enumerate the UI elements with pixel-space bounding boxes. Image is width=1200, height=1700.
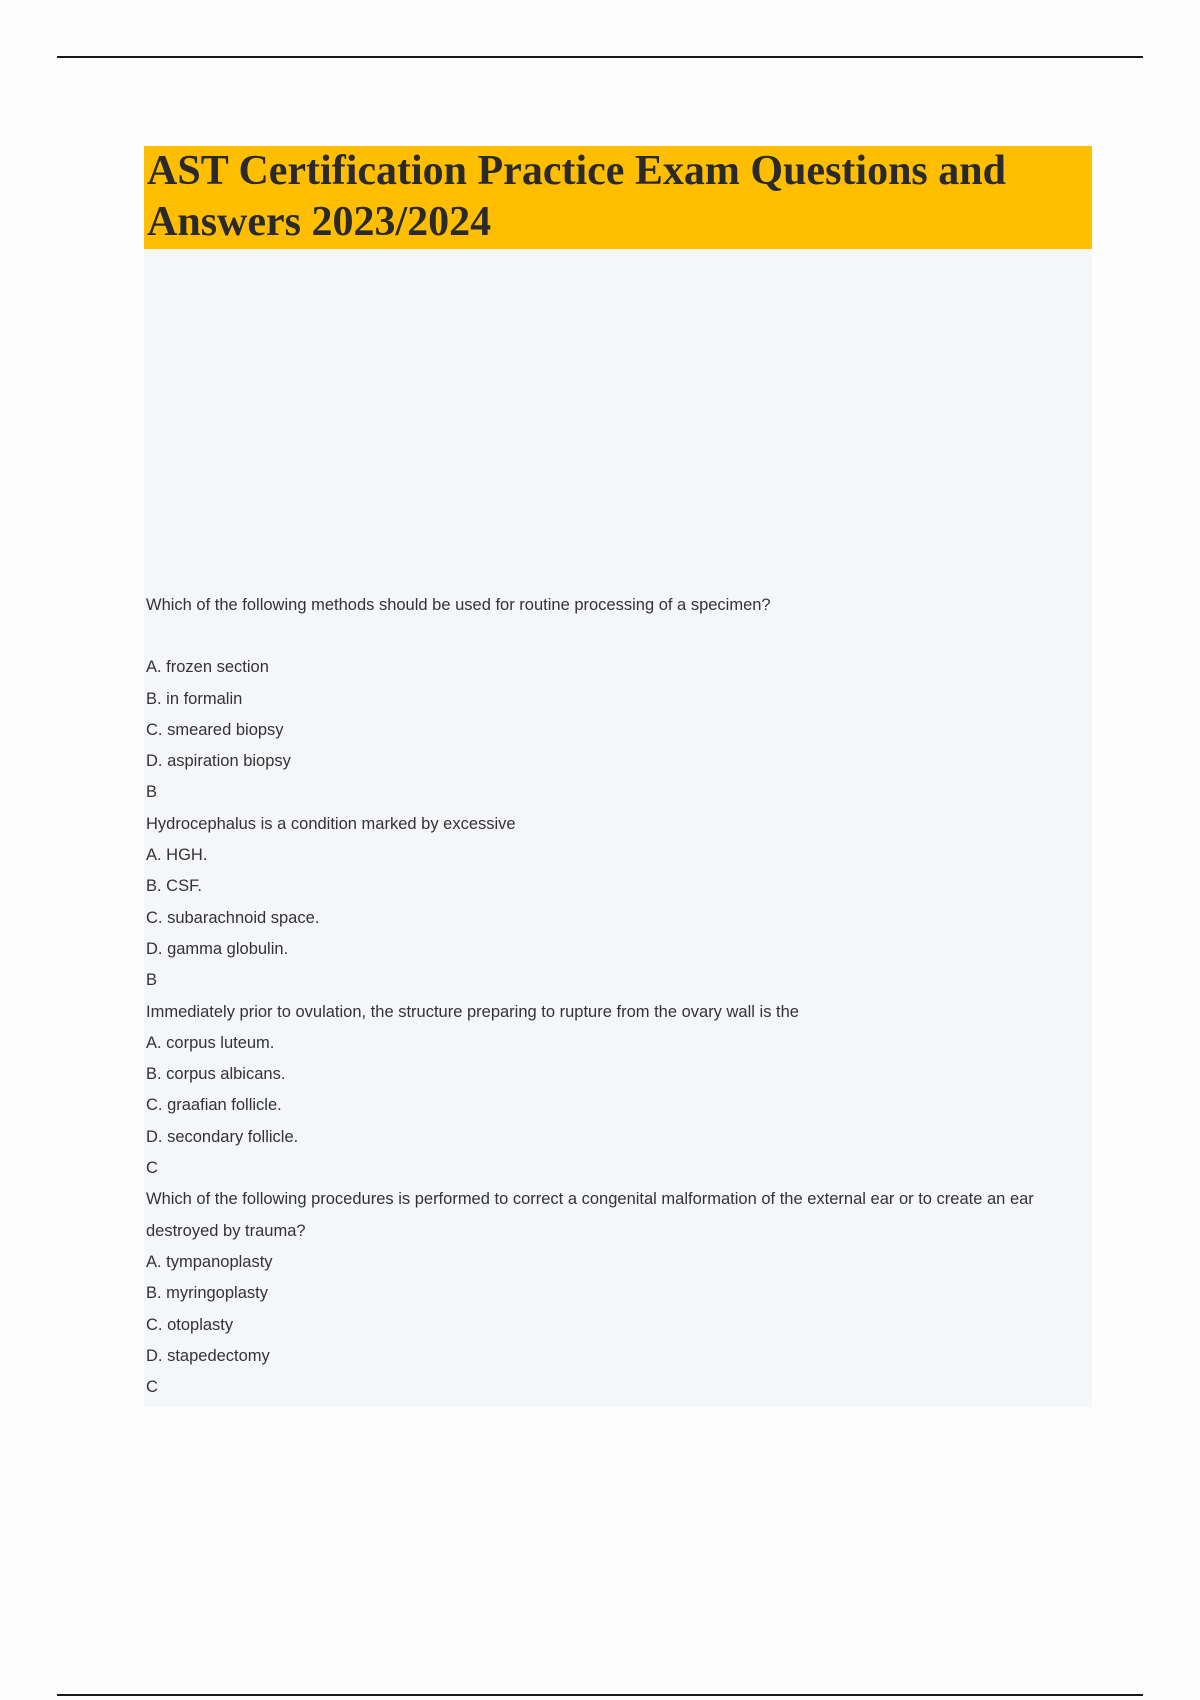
answer-option: C. graafian follicle.: [146, 1096, 282, 1115]
correct-answer: B: [146, 783, 158, 802]
question-prompt: Hydrocephalus is a condition marked by excessive: [146, 814, 516, 833]
answer-option: C. subarachnoid space.: [146, 908, 320, 927]
spacer: [146, 621, 1086, 652]
answer-option: B. corpus albicans.: [146, 1065, 286, 1084]
question-prompt: Which of the following procedures is performed to correct a congenital malformation of the external ear or to create an ear destroyed by trauma?: [146, 1190, 1034, 1240]
document-title: AST Certification Practice Exam Questions and Answers 2023/2024: [147, 148, 1006, 245]
answer-option: A. corpus luteum.: [146, 1033, 275, 1052]
answer-option: A. tympanoplasty: [146, 1252, 273, 1271]
answer-option: D. aspiration biopsy: [146, 752, 291, 771]
answer-option: B. myringoplasty: [146, 1284, 268, 1303]
question-prompt: Immediately prior to ovulation, the structure preparing to rupture from the ovary wall is the: [146, 1002, 799, 1021]
bottom-rule: [57, 1694, 1143, 1696]
question-prompt: Which of the following methods should be used for routine processing of a specimen?: [146, 596, 771, 614]
answer-option: B. CSF.: [146, 877, 202, 896]
correct-answer: C: [146, 1378, 158, 1397]
correct-answer: C: [146, 1159, 158, 1178]
answer-option: D. stapedectomy: [146, 1346, 270, 1365]
top-rule: [57, 56, 1143, 58]
answer-option: B. in formalin: [146, 689, 243, 708]
answer-option: D. gamma globulin.: [146, 939, 289, 958]
title-banner: [144, 146, 1092, 249]
correct-answer: B: [146, 971, 158, 990]
answer-option: C. otoplasty: [146, 1315, 234, 1334]
answer-option: A. frozen section: [146, 658, 269, 677]
question-list: [146, 590, 1086, 1403]
answer-option: D. secondary follicle.: [146, 1127, 299, 1146]
answer-option: C. smeared biopsy: [146, 720, 284, 739]
answer-option: A. HGH.: [146, 846, 208, 865]
